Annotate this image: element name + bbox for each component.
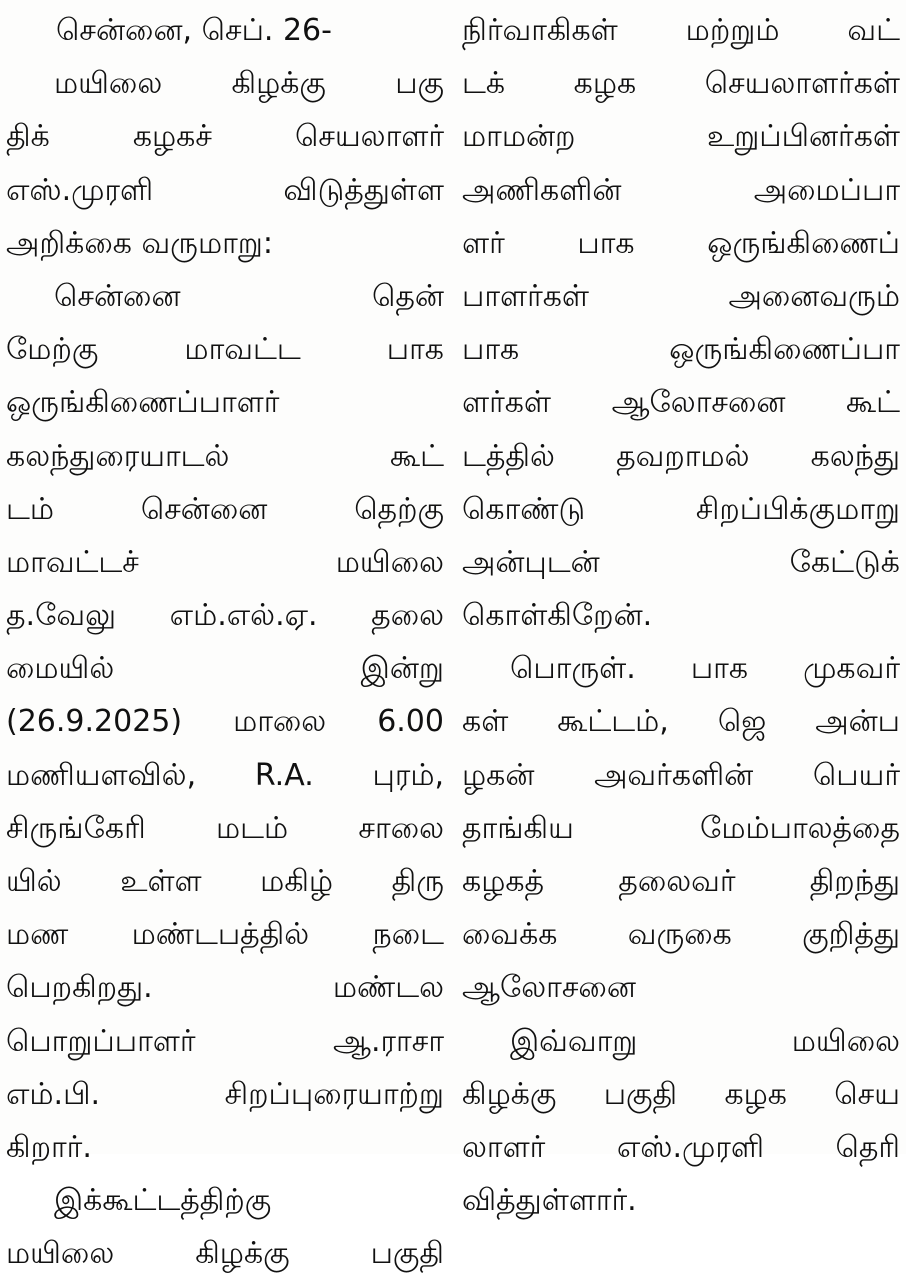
text-line: அறிக்கை வருமாறு: (6, 225, 273, 261)
text-line: கொண்டு சிறப்பிக்குமாறு (462, 491, 900, 527)
text-line: டம் சென்னை தெற்கு (6, 491, 444, 527)
text-line: எஸ்.முரளி விடுத்துள்ள (6, 172, 444, 208)
text-line: டத்தில் தவறாமல் கலந்து (462, 438, 900, 474)
text-line: மயிலை கிழக்கு பகுதி (6, 1236, 444, 1272)
text-line: லாளர் எஸ்.முரளி தெரி (462, 1129, 900, 1165)
text-line: (26.9.2025) மாலை 6.00 (6, 704, 444, 740)
text-line: டக் கழக செயலாளர்கள் (462, 66, 900, 102)
left-column (6, 4, 444, 1281)
text-line: மயிலை கிழக்கு பகு (54, 66, 444, 102)
text-line: கிறார். (6, 1129, 92, 1165)
text-line: பாளர்கள் அனைவரும் (462, 278, 900, 314)
text-line: பொறுப்பாளர் ஆ.ராசா (6, 1023, 444, 1059)
text-line: மேற்கு மாவட்ட பாக (6, 332, 444, 368)
text-line: ழகன் அவர்களின் பெயர் (462, 757, 900, 793)
dateline: சென்னை, செப். 26- (56, 13, 332, 48)
text-line: அணிகளின் அமைப்பா (462, 172, 900, 208)
text-line: மாவட்டச் மயிலை (6, 544, 444, 580)
text-line: நிர்வாகிகள் மற்றும் வட் (462, 13, 900, 48)
text-line: வைக்க வருகை குறித்து (462, 917, 900, 953)
text-line: சென்னை தென் (54, 278, 444, 314)
text-line: கள் கூட்டம், ஜெ அன்ப (462, 704, 900, 740)
text-line: ஆலோசனை (462, 970, 636, 1006)
text-line: தாங்கிய மேம்பாலத்தை (462, 810, 900, 846)
text-line: மணியளவில், R.A. புரம், (6, 757, 444, 793)
text-line: ளர்கள் ஆலோசனை கூட் (462, 385, 900, 421)
text-line: வித்துள்ளார். (462, 1183, 637, 1219)
text-line: மையில் இன்று (6, 651, 444, 687)
text-line: சிருங்கேரி மடம் சாலை (6, 810, 444, 846)
text-line: மண மண்டபத்தில் நடை (6, 917, 444, 953)
text-line: கலந்துரையாடல் கூட் (6, 438, 444, 474)
text-line: இக்கூட்டத்திற்கு (54, 1183, 272, 1219)
text-line: இவ்வாறு மயிலை (510, 1023, 900, 1059)
text-line: மாமன்ற உறுப்பினர்கள் (462, 119, 900, 155)
text-line: கொள்கிறேன். (462, 598, 653, 634)
text-line: ளர் பாக ஒருங்கிணைப் (462, 225, 900, 261)
text-line: த.வேலு எம்.எல்.ஏ. தலை (6, 598, 444, 634)
text-line: யில் உள்ள மகிழ் திரு (6, 864, 444, 899)
text-line: ஒருங்கிணைப்பாளர் (6, 385, 280, 421)
text-line: எம்.பி. சிறப்புரையாற்று (6, 1076, 444, 1112)
text-line: அன்புடன் கேட்டுக் (462, 544, 900, 580)
text-line: பெறகிறது. மண்டல (6, 970, 444, 1006)
text-line: திக் கழகச் செயலாளர் (6, 119, 444, 155)
text-line: பாக ஒருங்கிணைப்பா (462, 332, 900, 368)
right-column (462, 4, 900, 1227)
text-line: கிழக்கு பகுதி கழக செய (462, 1076, 900, 1112)
text-line: கழகத் தலைவர் திறந்து (462, 864, 900, 899)
text-line: பொருள். பாக முகவர் (510, 651, 900, 687)
